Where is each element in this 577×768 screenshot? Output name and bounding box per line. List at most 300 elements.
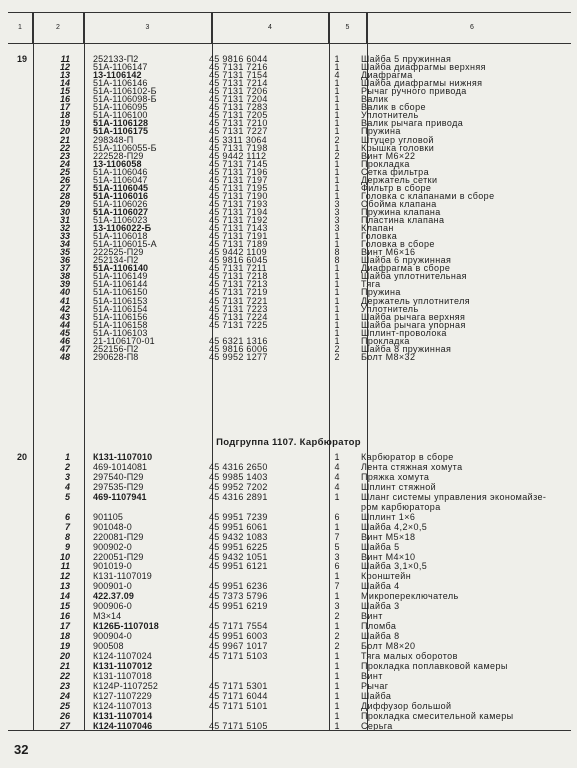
part-name-cell: Фильтр в сборе — [361, 182, 432, 193]
position-cell: 30 — [59, 206, 70, 217]
catalog-number-cell: 45 9816 6045 — [209, 255, 268, 266]
part-number-cell: 901019-0 — [93, 561, 132, 572]
part-name-cell: Сетка фильтра — [361, 166, 429, 177]
position-cell: 26 — [59, 174, 70, 185]
quantity-cell: 4 — [334, 461, 340, 472]
quantity-cell: 2 — [334, 343, 340, 354]
position-cell: 12 — [59, 62, 70, 73]
position-cell: 19 — [59, 118, 70, 129]
part-number-cell: 51А-1106045 — [93, 182, 149, 193]
catalog-number-cell: 45 9951 7239 — [209, 511, 268, 522]
quantity-cell: 3 — [334, 206, 340, 217]
position-cell: 16 — [59, 94, 70, 105]
part-number-cell: 900906-0 — [93, 601, 132, 612]
part-name-cell: Шайба 5 — [361, 541, 400, 552]
catalog-number-cell: 45 7171 5101 — [209, 700, 268, 711]
part-name-cell: Шайба — [361, 690, 392, 701]
catalog-number-cell: 45 7131 7195 — [209, 182, 268, 193]
part-number-cell: 900904-0 — [93, 631, 132, 642]
catalog-number-cell: 45 9951 6219 — [209, 601, 268, 612]
part-number-cell: К124-1107024 — [93, 651, 152, 661]
position-cell: 31 — [59, 215, 70, 225]
quantity-cell: 1 — [334, 452, 340, 462]
table-header — [8, 12, 571, 44]
part-name-cell: Головка в сборе — [361, 239, 435, 250]
part-number-cell: 51А-1106128 — [93, 118, 149, 129]
quantity-cell: 1 — [334, 319, 340, 330]
part-name-cell: Болт М8×32 — [361, 351, 416, 362]
position-cell: 33 — [59, 231, 70, 242]
part-number-cell: 51А-1106103 — [93, 327, 148, 338]
part-name-cell: Пряжка хомута — [361, 471, 430, 482]
catalog-number-cell: 45 7131 7210 — [209, 118, 268, 129]
part-number-cell: К127-1107229 — [93, 690, 152, 701]
quantity-cell: 1 — [334, 182, 340, 193]
position-cell: 17 — [59, 102, 70, 113]
quantity-cell: 1 — [334, 690, 340, 701]
catalog-number-cell: 45 7131 7223 — [209, 303, 268, 314]
quantity-cell: 1 — [334, 335, 340, 346]
position-cell: 9 — [64, 541, 70, 552]
position-cell: 27 — [59, 182, 70, 193]
quantity-cell: 1 — [334, 94, 340, 105]
part-name-cell: Лента стяжная хомута — [361, 461, 463, 472]
catalog-number-cell: 45 7131 7204 — [209, 94, 268, 105]
part-name-cell: Шайба 8 пружинная — [361, 343, 452, 354]
part-number-cell: 51А-1106100 — [93, 110, 148, 121]
table-row — [0, 352, 577, 363]
position-cell: 45 — [59, 327, 70, 338]
position-cell: 24 — [59, 158, 70, 169]
table-bottom-rule — [8, 730, 571, 731]
part-number-cell: 51А-1106055-Б — [93, 142, 157, 153]
catalog-number-cell: 45 9816 6044 — [209, 54, 268, 64]
part-name-cell: Шплинт стяжной — [361, 481, 437, 492]
catalog-number-cell: 45 7131 7211 — [209, 263, 267, 274]
part-name-cell: Карбюратор в сборе — [361, 452, 454, 462]
part-number-cell: К124-1107013 — [93, 700, 152, 711]
catalog-number-cell: 45 7131 7191 — [209, 231, 268, 242]
part-number-cell: 51А-1106149 — [93, 271, 148, 282]
quantity-cell: 1 — [334, 720, 340, 731]
part-name-cell: Валик рычага привода — [361, 118, 464, 129]
position-cell: 36 — [59, 255, 70, 266]
part-number-cell: 51А-1106140 — [93, 263, 149, 274]
part-name-cell: Крышка головки — [361, 142, 435, 153]
position-cell: 14 — [59, 78, 70, 89]
part-name-cell: Держатель сетки — [361, 174, 438, 185]
catalog-number-cell: 45 7131 7189 — [209, 239, 268, 250]
part-name-cell: Диафрагма в сборе — [361, 263, 451, 274]
catalog-number-cell: 45 7171 5103 — [209, 651, 268, 661]
part-number-cell: К124Р-1107252 — [93, 680, 158, 691]
part-number-cell: 222525-П29 — [93, 247, 144, 258]
quantity-cell: 1 — [334, 62, 340, 73]
catalog-number-cell: 45 7131 7205 — [209, 110, 268, 121]
position-cell: 14 — [59, 591, 70, 602]
part-name-cell: Клапан — [361, 223, 394, 234]
quantity-cell: 8 — [334, 255, 340, 266]
quantity-cell: 1 — [334, 166, 340, 177]
quantity-cell: 1 — [334, 287, 340, 298]
part-name-cell: Кронштейн — [361, 571, 412, 582]
quantity-cell: 3 — [334, 215, 340, 225]
part-name-cell: Винт М6×22 — [361, 150, 416, 161]
part-number-cell: 220081-П29 — [93, 531, 144, 542]
part-name-cell: Диффузор большой — [361, 700, 452, 711]
catalog-number-cell: 45 7131 7198 — [209, 142, 268, 153]
part-number-cell: 252134-П2 — [93, 255, 139, 266]
part-name-cell: Шланг системы управления экономайзе- — [361, 491, 547, 502]
part-number-cell: 51А-1106023 — [93, 215, 148, 225]
part-number-cell: 51А-1106027 — [93, 206, 149, 217]
quantity-cell: 4 — [334, 481, 340, 492]
part-number-cell: 901048-0 — [93, 521, 132, 532]
part-number-cell: 901105 — [93, 511, 123, 522]
catalog-number-cell: 45 9951 6236 — [209, 581, 268, 592]
quantity-cell: 1 — [334, 231, 340, 242]
part-number-cell: 51А-1106146 — [93, 78, 148, 89]
part-number-cell: 51А-1106154 — [93, 303, 148, 314]
quantity-cell: 8 — [334, 247, 340, 258]
quantity-cell: 1 — [334, 303, 340, 314]
part-name-cell: Тяга малых оборотов — [361, 651, 458, 661]
catalog-number-cell: 45 7171 5301 — [209, 680, 268, 691]
part-name-cell: Тяга — [361, 279, 381, 290]
position-cell: 21 — [59, 134, 70, 145]
part-name-cell: Рычаг — [361, 680, 389, 691]
part-name-cell: Пружина — [361, 287, 401, 298]
quantity-cell: 2 — [334, 641, 340, 652]
position-cell: 22 — [59, 142, 70, 153]
part-number-cell: 51А-1106046 — [93, 166, 148, 177]
position-cell: 22 — [59, 670, 70, 681]
catalog-number-cell: 45 9432 1083 — [209, 531, 268, 542]
position-cell: 40 — [59, 287, 70, 298]
part-name-cell: Обойма клапана — [361, 198, 437, 209]
position-cell: 48 — [59, 351, 70, 362]
position-cell: 23 — [59, 680, 70, 691]
part-name-cell: Винт М5×18 — [361, 531, 416, 542]
catalog-number-cell: 45 7131 7221 — [209, 295, 268, 306]
catalog-number-cell: 45 3311 3064 — [209, 134, 267, 145]
part-number-cell: 51А-1106150 — [93, 287, 148, 298]
position-cell: 8 — [64, 531, 70, 542]
position-cell: 10 — [59, 551, 70, 562]
quantity-cell: 1 — [334, 174, 340, 185]
position-cell: 17 — [59, 621, 70, 632]
catalog-number-cell: 45 7131 7216 — [209, 62, 268, 73]
part-number-cell: 51А-1106147 — [93, 62, 148, 73]
position-cell: 43 — [59, 311, 70, 322]
quantity-cell: 1 — [334, 271, 340, 282]
position-cell: 32 — [59, 223, 70, 234]
catalog-number-cell: 45 9442 1112 — [209, 150, 267, 161]
catalog-number-cell: 45 9951 6003 — [209, 631, 268, 642]
quantity-cell: 2 — [334, 631, 340, 642]
part-number-cell: 469-1107941 — [93, 491, 147, 502]
part-number-cell: 900902-0 — [93, 541, 132, 552]
quantity-cell: 1 — [334, 651, 340, 661]
group-cell: 19 — [17, 54, 28, 64]
position-cell: 1 — [64, 452, 70, 462]
position-cell: 46 — [59, 335, 70, 346]
position-cell: 19 — [59, 641, 70, 652]
quantity-cell: 4 — [334, 70, 340, 81]
position-cell: 4 — [64, 481, 70, 492]
position-cell: 20 — [59, 126, 70, 137]
part-number-cell: К126Б-1107018 — [93, 621, 159, 632]
catalog-number-cell: 45 9952 7202 — [209, 481, 268, 492]
part-name-cell: Шайба 8 — [361, 631, 400, 642]
quantity-cell: 1 — [334, 591, 340, 602]
part-name-cell: Пружина — [361, 126, 401, 137]
part-name-cell: Шайба 5 пружинная — [361, 54, 452, 64]
position-cell: 47 — [59, 343, 70, 354]
quantity-cell: 1 — [334, 86, 340, 97]
quantity-cell: 1 — [334, 126, 340, 137]
part-name-cell: Шайба диафрагмы нижняя — [361, 78, 483, 89]
part-number-cell: 51А-1106026 — [93, 198, 148, 209]
position-cell: 6 — [64, 511, 70, 522]
catalog-number-cell: 45 9442 1109 — [209, 247, 267, 258]
part-name-cell: Шайба уплотнительная — [361, 271, 467, 282]
part-name-cell: Шайба 4 — [361, 581, 400, 592]
quantity-cell: 1 — [334, 660, 340, 671]
part-number-cell: 51А-1106047 — [93, 174, 148, 185]
position-cell: 7 — [64, 521, 70, 532]
part-number-cell: 422.37.09 — [93, 591, 134, 602]
part-number-cell: К131-1107019 — [93, 571, 152, 582]
page-number: 32 — [14, 742, 29, 757]
catalog-number-cell: 45 7131 7190 — [209, 190, 268, 201]
catalog-number-cell: 45 7171 5105 — [209, 720, 268, 731]
position-cell: 27 — [59, 720, 70, 731]
position-cell: 3 — [64, 471, 70, 482]
catalog-number-cell: 45 7131 7197 — [209, 174, 268, 185]
position-cell: 25 — [59, 700, 70, 711]
quantity-cell: 3 — [334, 551, 340, 562]
part-name-cell: Винт М4×10 — [361, 551, 416, 562]
part-name-cell: Головка — [361, 231, 398, 242]
position-cell: 34 — [59, 239, 70, 250]
part-number-cell: 51А-1106153 — [93, 295, 148, 306]
part-number-cell: 13-1106058 — [93, 158, 142, 169]
catalog-number-cell: 45 7131 7192 — [209, 215, 268, 225]
part-number-cell: 51А-1106102-Б — [93, 86, 157, 97]
part-name-cell: Шайба диафрагмы верхняя — [361, 62, 486, 73]
position-cell: 11 — [60, 561, 70, 572]
catalog-number-cell: 45 7131 7219 — [209, 287, 268, 298]
quantity-cell: 6 — [334, 561, 340, 572]
part-name-cell: Прокладка поплавковой камеры — [361, 660, 508, 671]
part-number-cell: К124-1107046 — [93, 720, 153, 731]
catalog-number-cell: 45 7131 7196 — [209, 166, 268, 177]
catalog-number-cell: 45 7171 7554 — [209, 621, 268, 632]
header-col-6: 6 — [470, 24, 474, 31]
part-number-cell: К131-1107010 — [93, 452, 153, 462]
quantity-cell: 1 — [334, 263, 340, 274]
quantity-cell: 7 — [334, 531, 340, 542]
part-number-cell: 222528-П29 — [93, 150, 144, 161]
part-name-cell: Пломба — [361, 621, 397, 632]
part-name-cell: Уплотнитель — [361, 110, 419, 121]
position-cell: 20 — [59, 651, 70, 661]
part-name-cell: Микропереключатель — [361, 591, 459, 602]
catalog-number-cell: 45 7131 7193 — [209, 198, 268, 209]
part-number-cell: 51А-1106095 — [93, 102, 148, 113]
position-cell: 5 — [64, 491, 70, 502]
part-number-cell: 220051-П29 — [93, 551, 144, 562]
part-name-cell: Валик — [361, 94, 389, 105]
quantity-cell: 1 — [334, 110, 340, 121]
header-col-3: 3 — [84, 13, 212, 43]
quantity-cell: 1 — [334, 521, 340, 532]
part-name-cell: Штуцер угловой — [361, 134, 434, 145]
position-cell: 42 — [59, 303, 70, 314]
part-number-cell: 21-1106170-01 — [93, 335, 155, 346]
header-col-2: 2 — [33, 13, 84, 43]
part-name-cell: ром карбюратора — [361, 501, 441, 512]
part-number-cell: 252133-П2 — [93, 54, 139, 64]
position-cell: 2 — [64, 461, 70, 472]
position-cell: 26 — [59, 710, 70, 721]
catalog-number-cell: 45 9951 6061 — [209, 521, 268, 532]
part-name-cell: Болт М8×20 — [361, 641, 416, 652]
catalog-number-cell: 45 9432 1051 — [209, 551, 268, 562]
quantity-cell: 1 — [334, 239, 340, 250]
part-name-cell: Шплинт-проволока — [361, 327, 447, 338]
quantity-cell: 1 — [334, 327, 340, 338]
quantity-cell: 1 — [334, 670, 340, 681]
catalog-number-cell: 45 4316 2891 — [209, 491, 268, 502]
quantity-cell: 3 — [334, 601, 340, 612]
catalog-number-cell: 45 7131 7225 — [209, 319, 268, 330]
quantity-cell: 7 — [334, 581, 340, 592]
catalog-number-cell: 45 7131 7227 — [209, 126, 268, 137]
part-number-cell: 51А-1106158 — [93, 319, 148, 330]
part-number-cell: 900901-0 — [93, 581, 132, 592]
part-name-cell: Шайба 3 — [361, 601, 400, 612]
part-number-cell: 51А-1106098-Б — [93, 94, 157, 105]
header-col-5: 5 — [329, 13, 367, 43]
part-name-cell: Прокладка — [361, 335, 410, 346]
quantity-cell: 2 — [334, 150, 340, 161]
part-name-cell: Пружина клапана — [361, 206, 441, 217]
catalog-number-cell: 45 9985 1403 — [209, 471, 268, 482]
part-name-cell: Шайба 4,2×0,5 — [361, 521, 428, 532]
part-name-cell: Шплинт 1×6 — [361, 511, 416, 522]
part-name-cell: Прокладка — [361, 158, 410, 169]
catalog-number-cell: 45 7131 7283 — [209, 102, 268, 113]
part-name-cell: Рычаг ручного привода — [361, 86, 467, 97]
catalog-number-cell: 45 7131 7143 — [209, 223, 268, 234]
part-name-cell: Валик в сборе — [361, 102, 426, 113]
quantity-cell: 1 — [334, 311, 340, 322]
catalog-number-cell: 45 7131 7214 — [209, 78, 268, 89]
quantity-cell: 5 — [334, 541, 340, 552]
part-name-cell: Шайба рычага верхняя — [361, 311, 466, 322]
quantity-cell: 1 — [334, 190, 340, 201]
part-name-cell: Держатель уплотнителя — [361, 295, 471, 306]
part-name-cell: Винт — [361, 670, 383, 681]
catalog-number-cell: 45 7131 7145 — [209, 158, 268, 169]
quantity-cell: 1 — [334, 118, 340, 129]
quantity-cell: 1 — [334, 621, 340, 632]
part-number-cell: 13-1106022-Б — [93, 223, 152, 234]
part-name-cell: Винт М6×16 — [361, 247, 416, 258]
catalog-number-cell: 45 7131 7213 — [209, 279, 268, 290]
part-name-cell: Шайба 6 пружинная — [361, 255, 452, 266]
quantity-cell: 1 — [334, 710, 340, 721]
catalog-number-cell: 45 9967 1017 — [209, 641, 268, 652]
position-cell: 23 — [59, 150, 70, 161]
part-name-cell: Пластина клапана — [361, 215, 445, 225]
position-cell: 13 — [59, 581, 70, 592]
part-number-cell: 51А-1106015-А — [93, 239, 157, 250]
quantity-cell: 2 — [334, 134, 340, 145]
quantity-cell: 2 — [334, 351, 340, 362]
quantity-cell: 1 — [334, 680, 340, 691]
position-cell: 39 — [59, 279, 70, 290]
quantity-cell: 1 — [334, 295, 340, 306]
part-name-cell: Винт — [361, 611, 383, 622]
part-number-cell: 298348-П — [93, 134, 134, 145]
position-cell: 29 — [59, 198, 70, 209]
position-cell: 41 — [59, 295, 70, 306]
part-name-cell: Серьга — [361, 720, 393, 731]
part-number-cell: 290628-П8 — [93, 351, 139, 362]
catalog-number-cell: 45 7373 5796 — [209, 591, 268, 602]
quantity-cell: 2 — [334, 611, 340, 622]
position-cell: 38 — [59, 271, 70, 282]
quantity-cell: 1 — [334, 142, 340, 153]
part-number-cell: М3×14 — [93, 611, 122, 622]
quantity-cell: 1 — [334, 158, 340, 169]
quantity-cell: 3 — [334, 198, 340, 209]
catalog-number-cell: 45 9816 6006 — [209, 343, 268, 354]
quantity-cell: 1 — [334, 54, 340, 64]
catalog-number-cell: 45 6321 1316 — [209, 335, 268, 346]
catalog-number-cell: 45 9951 6225 — [209, 541, 268, 552]
position-cell: 25 — [59, 166, 70, 177]
part-number-cell: К131-1107012 — [93, 660, 153, 671]
part-number-cell: К131-1107018 — [93, 670, 152, 681]
part-number-cell: К131-1107014 — [93, 710, 153, 721]
position-cell: 15 — [59, 86, 70, 97]
position-cell: 35 — [59, 247, 70, 258]
catalog-number-cell: 45 9952 1277 — [209, 351, 268, 362]
position-cell: 21 — [59, 660, 70, 671]
position-cell: 37 — [59, 263, 70, 274]
part-name-cell: Шайба рычага упорная — [361, 319, 466, 330]
part-name-cell: Головка с клапанами в сборе — [361, 190, 495, 201]
part-number-cell: 297540-П29 — [93, 471, 144, 482]
position-cell: 11 — [60, 54, 70, 64]
position-cell: 13 — [59, 70, 70, 81]
quantity-cell: 1 — [334, 78, 340, 89]
quantity-cell: 1 — [334, 491, 340, 502]
position-cell: 28 — [59, 190, 70, 201]
catalog-number-cell: 45 7131 7154 — [209, 70, 268, 81]
quantity-cell: 1 — [334, 571, 340, 582]
part-name-cell: Уплотнитель — [361, 303, 419, 314]
part-name-cell: Прокладка смесительной камеры — [361, 710, 514, 721]
header-col-4: 4 — [212, 13, 329, 43]
catalog-number-cell: 45 4316 2650 — [209, 461, 268, 472]
part-number-cell: 13-1106142 — [93, 70, 142, 81]
quantity-cell: 6 — [334, 511, 340, 522]
